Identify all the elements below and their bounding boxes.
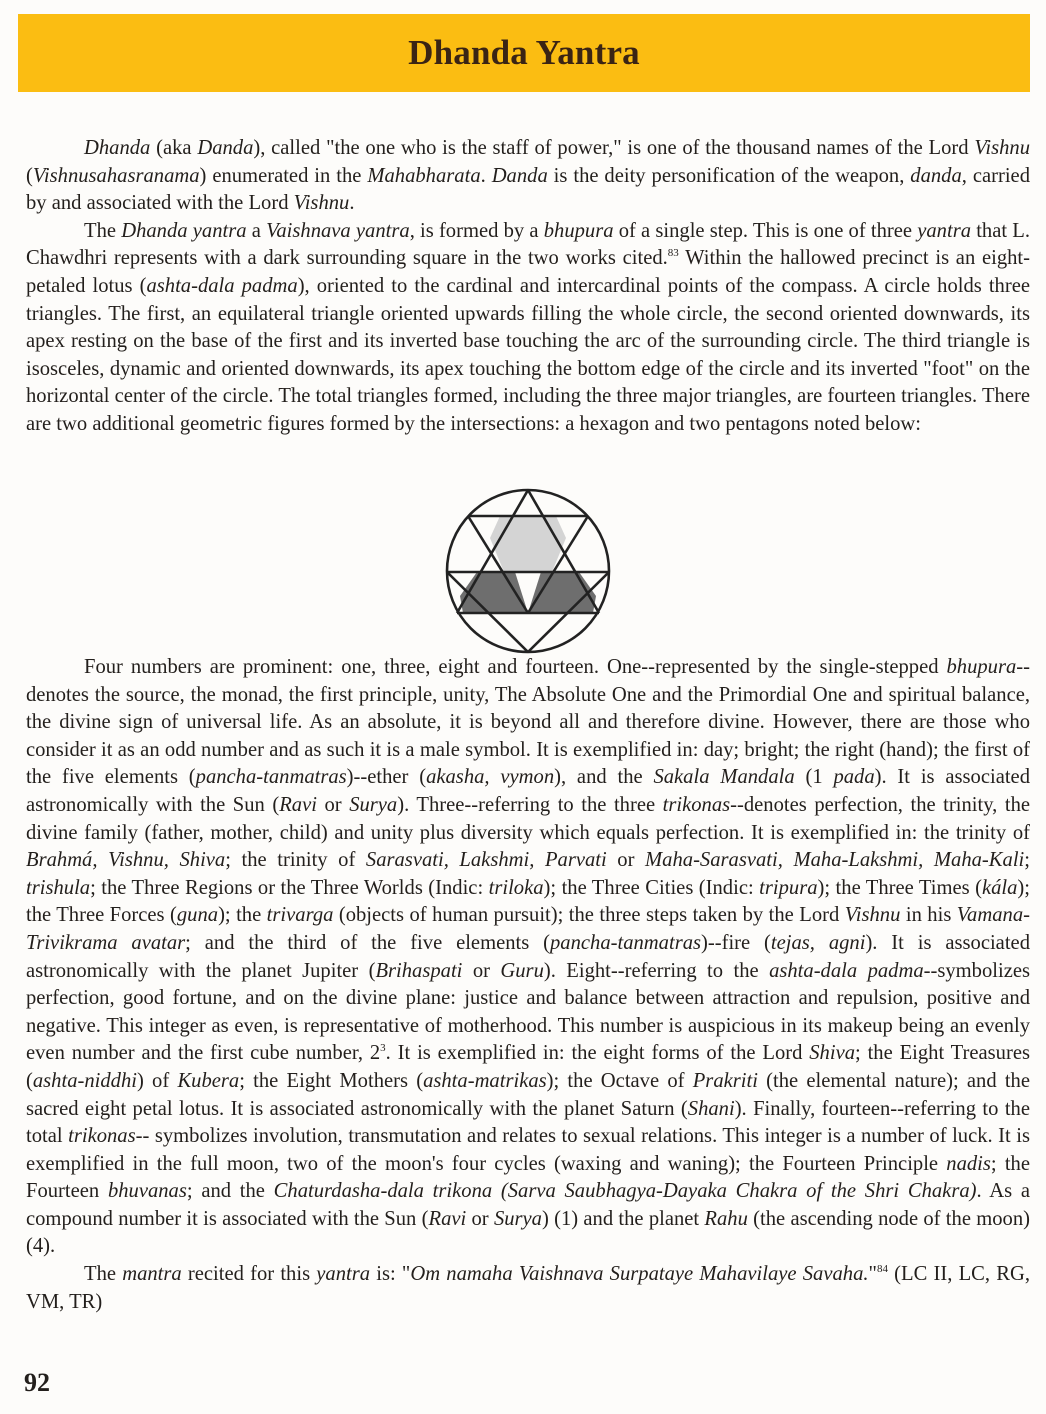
text-run: (LC II, LC, RG, VM, TR)	[26, 1263, 1030, 1313]
italic-term: trivarga	[266, 904, 334, 927]
italic-term: Guru	[500, 959, 544, 982]
italic-term: Ravi	[428, 1207, 467, 1230]
italic-term: pancha-tanmatras	[550, 931, 702, 954]
text-run: )--ether (	[346, 766, 427, 789]
text-run: The	[84, 1263, 123, 1286]
text-run: Four numbers are prominent: one, three, eight and fourteen. One--represented by the single-stepped	[84, 656, 947, 678]
paragraph-yantra-description	[26, 218, 1030, 439]
text-run: (the ascending node of the moon) (4).	[26, 1207, 1030, 1258]
text-run: in his	[900, 904, 957, 927]
italic-term: Sarasvati, Lakshmi, Parvati	[365, 849, 607, 872]
italic-term: Dhanda yantra	[121, 219, 247, 242]
italic-term: Dhanda	[84, 137, 151, 159]
italic-term: tejas, agni	[770, 931, 866, 954]
italic-term: Vishnu	[844, 904, 901, 927]
footnote-ref: 83	[667, 247, 679, 260]
text-run: ); the	[218, 904, 267, 927]
text-run: or	[462, 959, 501, 982]
text-run: -- symbolizes involution, transmutation and relates to sexual relations. This integer is a number of luck. It is exemplified in the full moon, two of the moon's four cycles (waxing and waning); the Fourteen Principle	[26, 1125, 1030, 1175]
text-run: ; the Eight Treasures (	[26, 1042, 1030, 1092]
text-run: (	[26, 164, 33, 187]
text-run: "	[868, 1263, 877, 1286]
text-run: . It is exemplified in: the eight forms of the Lord	[385, 1042, 810, 1065]
italic-term: Ravi	[279, 793, 317, 816]
paragraph-four-numbers	[26, 654, 1030, 1261]
italic-term: ashta-dala padma	[146, 274, 298, 297]
footnote-ref: 84	[876, 1263, 888, 1276]
text-run: or	[606, 849, 646, 872]
hexagon-shape	[490, 516, 566, 572]
text-run: ). It is associated astronomically with the planet Jupiter (	[26, 931, 1030, 982]
page-number: 92	[24, 1368, 50, 1397]
italic-term: pancha-tanmatras	[195, 766, 347, 789]
text-run: (aka	[150, 137, 198, 159]
italic-term: ashta-niddhi	[32, 1069, 137, 1092]
text-run: .	[480, 164, 492, 187]
text-run: , carried by and associated with the Lord	[26, 164, 1030, 215]
italic-term: Mahabharata	[367, 164, 481, 187]
text-run: Within the hallowed precinct is an eight-petaled lotus (	[26, 247, 1030, 297]
italic-term: Surya	[349, 793, 398, 816]
italic-term: pada	[833, 766, 875, 789]
text-run: ), called "the one who is the staff of power," is one of the thousand names of the Lord	[253, 137, 975, 159]
yantra-svg	[440, 486, 616, 656]
italic-term: Vamana-Trivikrama avatar	[26, 904, 1030, 954]
text-run: ;	[1024, 849, 1030, 872]
italic-term: yantra	[316, 1263, 371, 1286]
italic-term: mantra	[122, 1263, 182, 1286]
text-run: ). Three--referring to the three	[397, 793, 663, 816]
intro-text-block	[26, 135, 1030, 439]
italic-term: Chaturdasha-dala trikona (Sarva Saubhagya-Dayaka Chakra of the Shri Chakra)	[273, 1180, 977, 1203]
italic-term: Vishnu	[974, 137, 1031, 159]
text-run: ) of	[136, 1069, 178, 1092]
paragraph-dhanda-definition	[26, 135, 1030, 218]
text-run: , is formed by a	[409, 219, 544, 242]
italic-term: kála	[981, 876, 1018, 899]
title-banner	[18, 14, 1030, 92]
text-run: ); the Octave of	[546, 1069, 693, 1092]
text-run: ; the Eight Mothers (	[239, 1069, 424, 1092]
italic-term: Danda	[491, 164, 548, 187]
italic-term: Surya	[493, 1207, 542, 1230]
italic-term: bhupura	[543, 219, 614, 242]
italic-term: triloka	[488, 876, 544, 899]
text-run: ), oriented to the cardinal and intercardinal points of the compass. A circle holds three triangles. The first, an equilateral triangle oriented upwards filling the whole circle, the second oriented downwards, its apex resting on the base of the first and its inverted base touching the arc of the surrounding circle. The third triangle is isosceles, dynamic and oriented downwards, its apex touching the bottom edge of the circle and its inverted "foot" on the horizontal center of the circle. The total triangles formed, including the three major triangles, are fourteen triangles. There are two additional geometric figures formed by the intersections: a hexagon and two pentagons noted below:	[26, 274, 1030, 435]
text-run: ; the trinity of	[225, 849, 366, 872]
italic-term: Vaishnava yantra	[266, 219, 410, 242]
italic-term: Sakala Mandala	[653, 766, 795, 789]
text-run: .	[349, 192, 355, 215]
text-run: ). Eight--referring to the	[543, 959, 770, 982]
italic-term: Shiva	[809, 1042, 856, 1065]
footnote-ref: 3	[380, 1042, 386, 1055]
italic-term: Brahmá, Vishnu, Shiva	[26, 849, 226, 872]
italic-term: Prakriti	[692, 1069, 758, 1092]
numbers-text-block	[26, 654, 1030, 1316]
text-run: --symbolizes perfection, good fortune, and on the divine plane: justice and balance between attraction and repulsion, positive and negative. This integer as even, is representative of motherhood. This number is auspicious in its makeup being an evenly even number and the first cube number, 2	[26, 959, 1031, 1065]
italic-term: trishula	[26, 876, 91, 899]
text-run: . As a compound number it is associated with the Sun (	[26, 1180, 1030, 1230]
italic-term: Brihaspati	[375, 959, 463, 982]
italic-term: bhuvanas	[107, 1180, 187, 1203]
text-run: is: "	[370, 1263, 411, 1286]
text-run: is the deity personification of the weapon,	[547, 164, 911, 187]
italic-term: ashta-matrikas	[423, 1069, 547, 1092]
text-run: a	[246, 219, 267, 242]
italic-term: tripura	[759, 876, 818, 899]
text-run: ); the Three Cities (Indic:	[543, 876, 760, 899]
text-run: (1	[794, 766, 834, 789]
text-run: ); the Three Times (	[817, 876, 982, 899]
text-run: ). Finally, fourteen--referring to the total	[26, 1097, 1030, 1148]
text-run: ; the Fourteen	[26, 1152, 1030, 1203]
text-run: or	[316, 793, 350, 816]
italic-term: Danda	[197, 137, 254, 159]
italic-term: ashta-dala padma	[769, 959, 924, 982]
text-run: ; and the third of the five elements (	[185, 931, 550, 954]
text-run: )--fire (	[701, 931, 771, 954]
text-run: (the elemental nature); and the sacred eight petal lotus. It is associated astronomically with the planet Saturn (	[26, 1069, 1030, 1120]
text-run: (objects of human pursuit); the three steps taken by the Lord	[333, 904, 845, 927]
italic-term: akasha, vymon	[426, 766, 555, 789]
italic-term: nadis	[946, 1152, 991, 1175]
italic-term: yantra	[917, 219, 972, 242]
text-run: The	[84, 219, 122, 242]
text-run: --denotes perfection, the trinity, the divine family (father, mother, child) and unity plus diversity which equals perfection. It is exemplified in: the trinity of	[26, 793, 1031, 844]
italic-term: Vishnusahasranama	[32, 164, 200, 187]
text-run: ; and the	[186, 1180, 274, 1203]
italic-term: bhupura	[946, 656, 1017, 678]
italic-term: danda	[910, 164, 962, 187]
italic-term: trikonas	[68, 1125, 136, 1148]
italic-term: guna	[176, 904, 219, 927]
italic-term: Om namaha Vaishnava Surpataye Mahavilaye Savaha.	[410, 1263, 869, 1286]
italic-term: Maha-Sarasvati, Maha-Lakshmi, Maha-Kali	[645, 849, 1025, 872]
text-run: ); the Three Forces (	[26, 876, 1030, 927]
text-run: ). It is associated astronomically with the Sun (	[26, 766, 1030, 816]
paragraph-mantra	[26, 1261, 1030, 1316]
text-run: --denotes the source, the monad, the first principle, unity, The Absolute One and the Primordial One and spiritual balance, the divine sign of universal life. As an absolute, it is beyond all and therefore divine. However, there are those who consider it as an odd number and as such it is a male symbol. It is exemplified in: day; bright; the right (hand); the first of the five elements (	[26, 656, 1030, 789]
page-title: Dhanda Yantra	[408, 33, 640, 72]
text-run: ) (1) and the planet	[541, 1207, 705, 1230]
text-run: recited for this	[181, 1263, 317, 1286]
text-run: ), and the	[554, 766, 654, 789]
italic-term: Vishnu	[293, 192, 350, 215]
italic-term: Kubera	[177, 1069, 240, 1092]
text-run: ; the Three Regions or the Three Worlds (Indic:	[90, 876, 489, 899]
text-run: of a single step. This is one of three	[613, 219, 918, 242]
italic-term: Rahu	[704, 1207, 748, 1230]
text-run: ) enumerated in the	[199, 164, 368, 187]
yantra-diagram	[440, 486, 616, 656]
italic-term: Shani	[687, 1097, 735, 1120]
text-run: that L. Chawdhri represents with a dark surrounding square in the two works cited.	[26, 219, 1031, 270]
italic-term: trikonas	[662, 793, 731, 816]
text-run: or	[466, 1207, 494, 1230]
